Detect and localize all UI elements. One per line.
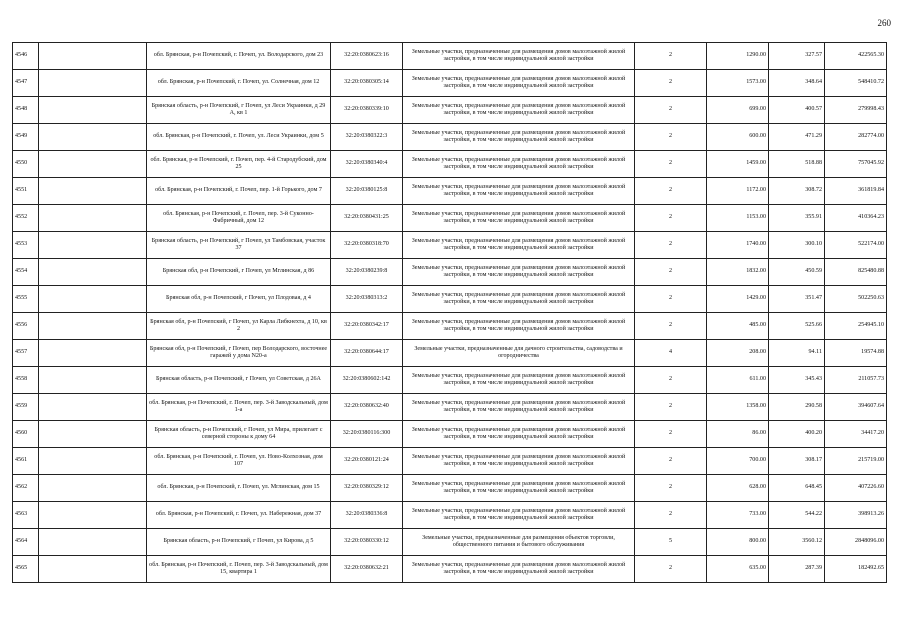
cadastral-number-cell: 32:20:0380318:70	[331, 232, 403, 259]
row-number: 4558	[13, 367, 39, 394]
specific-value-cell: 400.57	[769, 97, 825, 124]
land-use-cell: Земельные участки, предназначенные для размещения домов малоэтажной жилой застройки, в том числе индивидуальной жилой застройки	[403, 556, 635, 583]
specific-value-cell: 400.20	[769, 421, 825, 448]
table-row	[13, 448, 887, 475]
land-use-cell: Земельные участки, предназначенные для размещения домов малоэтажной жилой застройки, в том числе индивидуальной жилой застройки	[403, 448, 635, 475]
cadastral-value-cell: 182492.65	[825, 556, 887, 583]
area-cell: 208.00	[707, 340, 769, 367]
row-number: 4548	[13, 97, 39, 124]
use-group-cell: 2	[635, 475, 707, 502]
use-group-cell: 2	[635, 151, 707, 178]
table-row	[13, 124, 887, 151]
cadastral-value-cell: 282774.00	[825, 124, 887, 151]
area-cell: 628.00	[707, 475, 769, 502]
land-registry-table	[12, 42, 887, 583]
row-number: 4562	[13, 475, 39, 502]
land-use-cell: Земельные участки, предназначенные для размещения домов малоэтажной жилой застройки, в том числе индивидуальной жилой застройки	[403, 151, 635, 178]
specific-value-cell: 525.66	[769, 313, 825, 340]
empty-cell	[39, 394, 147, 421]
table-row	[13, 232, 887, 259]
specific-value-cell: 351.47	[769, 286, 825, 313]
cadastral-number-cell: 32:20:0380336:8	[331, 502, 403, 529]
land-use-cell: Земельные участки, предназначенные для размещения домов малоэтажной жилой застройки, в том числе индивидуальной жилой застройки	[403, 475, 635, 502]
area-cell: 1832.00	[707, 259, 769, 286]
land-use-cell: Земельные участки, предназначенные для размещения домов малоэтажной жилой застройки, в том числе индивидуальной жилой застройки	[403, 313, 635, 340]
row-number: 4549	[13, 124, 39, 151]
area-cell: 800.00	[707, 529, 769, 556]
table-row	[13, 475, 887, 502]
empty-cell	[39, 151, 147, 178]
area-cell: 1740.00	[707, 232, 769, 259]
table-row	[13, 205, 887, 232]
empty-cell	[39, 178, 147, 205]
cadastral-number-cell: 32:20:0380125:8	[331, 178, 403, 205]
specific-value-cell: 290.58	[769, 394, 825, 421]
row-number: 4563	[13, 502, 39, 529]
empty-cell	[39, 259, 147, 286]
address-cell: обл. Брянская, р-н Почепский, г. Почеп, пер. 1-й Горького, дом 7	[147, 178, 331, 205]
row-number: 4552	[13, 205, 39, 232]
land-use-cell: Земельные участки, предназначенные для размещения домов малоэтажной жилой застройки, в том числе индивидуальной жилой застройки	[403, 421, 635, 448]
area-cell: 86.00	[707, 421, 769, 448]
specific-value-cell: 348.64	[769, 70, 825, 97]
land-use-cell: Земельные участки, предназначенные для размещения домов малоэтажной жилой застройки, в том числе индивидуальной жилой застройки	[403, 394, 635, 421]
cadastral-number-cell: 32:20:0380342:17	[331, 313, 403, 340]
specific-value-cell: 345.43	[769, 367, 825, 394]
cadastral-number-cell: 32:20:0380623:16	[331, 43, 403, 70]
land-use-cell: Земельные участки, предназначенные для размещения домов малоэтажной жилой застройки, в том числе индивидуальной жилой застройки	[403, 367, 635, 394]
row-number: 4554	[13, 259, 39, 286]
area-cell: 635.00	[707, 556, 769, 583]
row-number: 4546	[13, 43, 39, 70]
cadastral-value-cell: 548410.72	[825, 70, 887, 97]
cadastral-value-cell: 361819.84	[825, 178, 887, 205]
address-cell: обл. Брянская, р-н Почепский, г. Почеп, пер. 3-й Суконно-Фабричный, дом 12	[147, 205, 331, 232]
cadastral-value-cell: 34417.20	[825, 421, 887, 448]
area-cell: 1358.00	[707, 394, 769, 421]
table-row	[13, 421, 887, 448]
row-number: 4553	[13, 232, 39, 259]
specific-value-cell: 308.17	[769, 448, 825, 475]
address-cell: Брянская обл, р-н Почепский, г Почеп, ул Мглинская, д 86	[147, 259, 331, 286]
specific-value-cell: 518.88	[769, 151, 825, 178]
cadastral-number-cell: 32:20:0380431:25	[331, 205, 403, 232]
row-number: 4565	[13, 556, 39, 583]
use-group-cell: 2	[635, 97, 707, 124]
specific-value-cell: 648.45	[769, 475, 825, 502]
area-cell: 699.00	[707, 97, 769, 124]
empty-cell	[39, 556, 147, 583]
address-cell: обл. Брянская, р-н Почепский, г. Почеп, ул. Ново-Колхозная, дом 107	[147, 448, 331, 475]
table-body	[13, 43, 887, 583]
use-group-cell: 2	[635, 367, 707, 394]
cadastral-number-cell: 32:20:0380305:14	[331, 70, 403, 97]
use-group-cell: 2	[635, 502, 707, 529]
cadastral-value-cell: 825480.88	[825, 259, 887, 286]
row-number: 4551	[13, 178, 39, 205]
address-cell: Брянская область, р-н Почепский, г Почеп, ул Советская, д 26А	[147, 367, 331, 394]
address-cell: обл. Брянская, р-н Почепский, г. Почеп, ул. Мглинская, дом 15	[147, 475, 331, 502]
cadastral-number-cell: 32:20:0380239:8	[331, 259, 403, 286]
address-cell: Брянская область, р-н Почепский, г Почеп, ул Кирова, д 5	[147, 529, 331, 556]
cadastral-value-cell: 19574.88	[825, 340, 887, 367]
use-group-cell: 2	[635, 286, 707, 313]
address-cell: обл. Брянская, р-н Почепский, г. Почеп, ул. Набережная, дом 37	[147, 502, 331, 529]
empty-cell	[39, 205, 147, 232]
cadastral-number-cell: 32:20:0380329:12	[331, 475, 403, 502]
empty-cell	[39, 340, 147, 367]
empty-cell	[39, 448, 147, 475]
row-number: 4561	[13, 448, 39, 475]
address-cell: Брянская обл, р-н Почепский, г Почеп, ул Плодовая, д 4	[147, 286, 331, 313]
table-row	[13, 259, 887, 286]
cadastral-number-cell: 32:20:0380330:12	[331, 529, 403, 556]
cadastral-value-cell: 215719.00	[825, 448, 887, 475]
address-cell: обл. Брянская, р-н Почепский, г. Почеп, пер. 3-й Заводскальный, дом 1-а	[147, 394, 331, 421]
address-cell: Брянская область, р-н Почепский, г Почеп, ул Тамбовская, участок 37	[147, 232, 331, 259]
empty-cell	[39, 421, 147, 448]
land-use-cell: Земельные участки, предназначенные для размещения домов малоэтажной жилой застройки, в том числе индивидуальной жилой застройки	[403, 286, 635, 313]
cadastral-number-cell: 32:20:0380632:21	[331, 556, 403, 583]
land-use-cell: Земельные участки, предназначенные для размещения домов малоэтажной жилой застройки, в том числе индивидуальной жилой застройки	[403, 70, 635, 97]
table-row	[13, 70, 887, 97]
cadastral-value-cell: 757045.92	[825, 151, 887, 178]
cadastral-value-cell: 522174.00	[825, 232, 887, 259]
row-number: 4555	[13, 286, 39, 313]
land-use-cell: Земельные участки, предназначенные для размещения домов малоэтажной жилой застройки, в том числе индивидуальной жилой застройки	[403, 205, 635, 232]
area-cell: 1429.00	[707, 286, 769, 313]
table-row	[13, 394, 887, 421]
table-row	[13, 97, 887, 124]
area-cell: 700.00	[707, 448, 769, 475]
land-use-cell: Земельные участки, предназначенные для дачного строительства, садоводства и огородничества	[403, 340, 635, 367]
table-row	[13, 529, 887, 556]
specific-value-cell: 544.22	[769, 502, 825, 529]
use-group-cell: 2	[635, 448, 707, 475]
empty-cell	[39, 367, 147, 394]
cadastral-number-cell: 32:20:0380339:10	[331, 97, 403, 124]
use-group-cell: 2	[635, 259, 707, 286]
table-row	[13, 340, 887, 367]
land-use-cell: Земельные участки, предназначенные для размещения домов малоэтажной жилой застройки, в том числе индивидуальной жилой застройки	[403, 178, 635, 205]
row-number: 4557	[13, 340, 39, 367]
address-cell: обл. Брянская, р-н Почепский, г. Почеп, ул. Солнечная, дом 12	[147, 70, 331, 97]
use-group-cell: 2	[635, 232, 707, 259]
cadastral-number-cell: 32:20:0380116:300	[331, 421, 403, 448]
specific-value-cell: 327.57	[769, 43, 825, 70]
specific-value-cell: 308.72	[769, 178, 825, 205]
use-group-cell: 2	[635, 70, 707, 97]
empty-cell	[39, 529, 147, 556]
cadastral-number-cell: 32:20:0380121:24	[331, 448, 403, 475]
table-row	[13, 313, 887, 340]
empty-cell	[39, 286, 147, 313]
row-number: 4560	[13, 421, 39, 448]
table-row	[13, 556, 887, 583]
empty-cell	[39, 43, 147, 70]
cadastral-value-cell: 394607.64	[825, 394, 887, 421]
area-cell: 600.00	[707, 124, 769, 151]
use-group-cell: 2	[635, 313, 707, 340]
row-number: 4556	[13, 313, 39, 340]
table-row	[13, 367, 887, 394]
land-use-cell: Земельные участки, предназначенные для размещения домов малоэтажной жилой застройки, в том числе индивидуальной жилой застройки	[403, 232, 635, 259]
row-number: 4547	[13, 70, 39, 97]
use-group-cell: 2	[635, 556, 707, 583]
use-group-cell: 2	[635, 394, 707, 421]
specific-value-cell: 471.29	[769, 124, 825, 151]
use-group-cell: 5	[635, 529, 707, 556]
table-row	[13, 286, 887, 313]
address-cell: обл. Брянская, р-н Почепский, г. Почеп, пер. 4-й Стародубский, дом 25	[147, 151, 331, 178]
cadastral-value-cell: 398913.26	[825, 502, 887, 529]
area-cell: 611.00	[707, 367, 769, 394]
use-group-cell: 2	[635, 178, 707, 205]
cadastral-value-cell: 2848096.00	[825, 529, 887, 556]
specific-value-cell: 3560.12	[769, 529, 825, 556]
land-use-cell: Земельные участки, предназначенные для размещения домов малоэтажной жилой застройки, в том числе индивидуальной жилой застройки	[403, 43, 635, 70]
land-use-cell: Земельные участки, предназначенные для размещения домов малоэтажной жилой застройки, в том числе индивидуальной жилой застройки	[403, 124, 635, 151]
address-cell: обл. Брянская, р-н Почепский, г. Почеп, ул. Леси Украинки, дом 5	[147, 124, 331, 151]
address-cell: Брянская область, р-н Почепский, г Почеп, ул Леси Украинки, д 29 А, кв 1	[147, 97, 331, 124]
table-row	[13, 502, 887, 529]
cadastral-number-cell: 32:20:0380602:142	[331, 367, 403, 394]
cadastral-value-cell: 422565.30	[825, 43, 887, 70]
cadastral-value-cell: 254945.10	[825, 313, 887, 340]
area-cell: 1153.00	[707, 205, 769, 232]
use-group-cell: 2	[635, 124, 707, 151]
empty-cell	[39, 97, 147, 124]
use-group-cell: 2	[635, 205, 707, 232]
address-cell: обл. Брянская, р-н Почепский, г. Почеп, ул. Володарского, дом 23	[147, 43, 331, 70]
area-cell: 485.00	[707, 313, 769, 340]
address-cell: Брянская обл, р-н Почепский, г Почеп, пер Володарского, восточнее гаражей у дома N20-а	[147, 340, 331, 367]
empty-cell	[39, 475, 147, 502]
row-number: 4559	[13, 394, 39, 421]
cadastral-value-cell: 410364.23	[825, 205, 887, 232]
land-use-cell: Земельные участки, предназначенные для размещения домов малоэтажной жилой застройки, в том числе индивидуальной жилой застройки	[403, 259, 635, 286]
empty-cell	[39, 124, 147, 151]
address-cell: Брянская область, р-н Почепский, г Почеп, ул Мира, прилегает с северной стороны к дому 64	[147, 421, 331, 448]
specific-value-cell: 287.39	[769, 556, 825, 583]
address-cell: Брянская обл, р-н Почепский, г Почеп, ул Карла Либкнехта, д 10, кв 2	[147, 313, 331, 340]
area-cell: 733.00	[707, 502, 769, 529]
cadastral-value-cell: 502250.63	[825, 286, 887, 313]
specific-value-cell: 450.59	[769, 259, 825, 286]
table-row	[13, 178, 887, 205]
specific-value-cell: 94.11	[769, 340, 825, 367]
area-cell: 1573.00	[707, 70, 769, 97]
cadastral-number-cell: 32:20:0380340:4	[331, 151, 403, 178]
empty-cell	[39, 502, 147, 529]
area-cell: 1290.00	[707, 43, 769, 70]
empty-cell	[39, 232, 147, 259]
cadastral-value-cell: 211057.73	[825, 367, 887, 394]
table-row	[13, 151, 887, 178]
area-cell: 1172.00	[707, 178, 769, 205]
land-use-cell: Земельные участки, предназначенные для размещения домов малоэтажной жилой застройки, в том числе индивидуальной жилой застройки	[403, 502, 635, 529]
land-use-cell: Земельные участки, предназначенные для размещения домов малоэтажной жилой застройки, в том числе индивидуальной жилой застройки	[403, 97, 635, 124]
cadastral-number-cell: 32:20:0380632:40	[331, 394, 403, 421]
use-group-cell: 2	[635, 43, 707, 70]
cadastral-number-cell: 32:20:0380313:2	[331, 286, 403, 313]
area-cell: 1459.00	[707, 151, 769, 178]
cadastral-number-cell: 32:20:0380644:17	[331, 340, 403, 367]
specific-value-cell: 300.10	[769, 232, 825, 259]
page-number: 260	[877, 18, 891, 28]
land-use-cell: Земельные участки, предназначенные для размещения объектов торговли, общественного питания и бытового обслуживания	[403, 529, 635, 556]
specific-value-cell: 355.91	[769, 205, 825, 232]
empty-cell	[39, 70, 147, 97]
use-group-cell: 4	[635, 340, 707, 367]
cadastral-value-cell: 407226.60	[825, 475, 887, 502]
address-cell: обл. Брянская, р-н Почепский, г. Почеп, пер. 3-й Заводскальный, дом 15, квартира 1	[147, 556, 331, 583]
cadastral-value-cell: 279998.43	[825, 97, 887, 124]
table-row	[13, 43, 887, 70]
row-number: 4564	[13, 529, 39, 556]
empty-cell	[39, 313, 147, 340]
cadastral-number-cell: 32:20:0380322:3	[331, 124, 403, 151]
row-number: 4550	[13, 151, 39, 178]
use-group-cell: 2	[635, 421, 707, 448]
